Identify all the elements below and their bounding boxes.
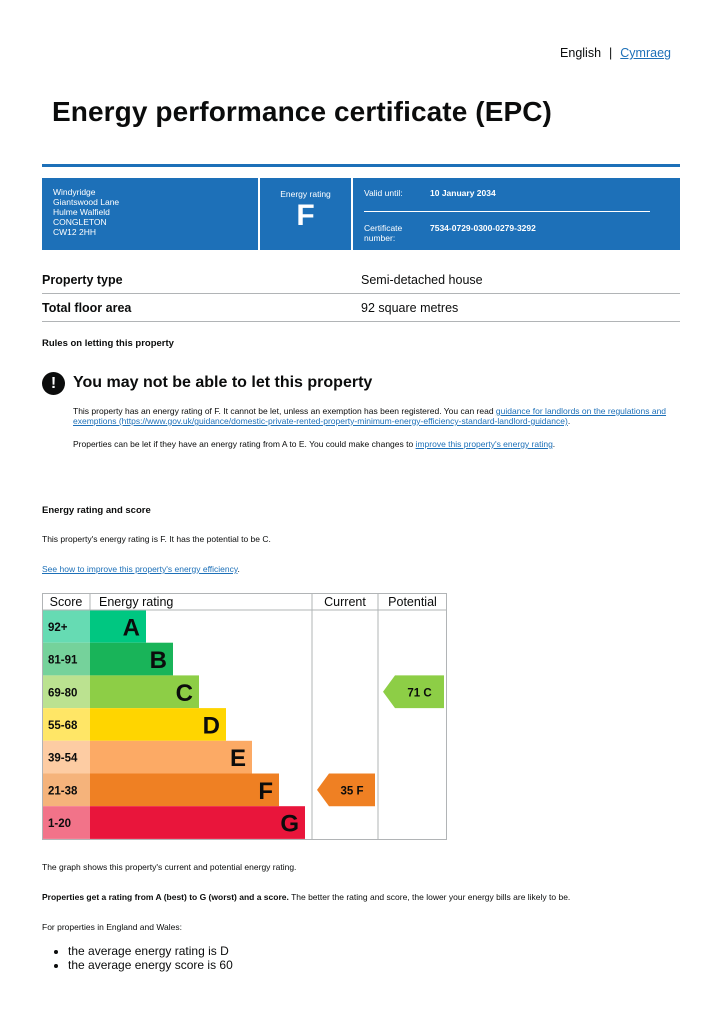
letting-text: This property has an energy rating of F. It cannot be let, unless an exemption has been registered. You can read — [73, 406, 496, 416]
band-score-label: 39-54 — [48, 752, 78, 765]
certificate-label-line: number: — [364, 233, 396, 243]
letting-text-end: . — [552, 439, 556, 449]
energy-rating-panel — [260, 178, 353, 250]
band-bar-g — [90, 806, 305, 839]
rating-explanation-bold: Properties get a rating from A (best) to G (worst) and a score. — [42, 892, 289, 902]
band-letter: C — [175, 679, 193, 707]
graph-caption: The graph shows this property's current and potential energy rating. — [42, 862, 297, 872]
epc-summary-box — [42, 178, 680, 250]
graph-header-0: Score — [49, 595, 83, 609]
certificate-label-line: Certificate — [364, 223, 403, 233]
address-line: Windyridge — [53, 187, 96, 197]
letting-text-end: . — [567, 416, 571, 426]
valid-until-label: Valid until: — [364, 188, 403, 198]
title-divider — [42, 164, 680, 167]
address-line: Hulme Walfield — [53, 207, 110, 217]
page-title: Energy performance certificate (EPC) — [52, 96, 552, 127]
language-current: English — [560, 46, 602, 60]
valid-until-row — [364, 188, 496, 198]
improve-efficiency-paragraph — [42, 564, 240, 574]
band-letter: G — [280, 810, 299, 838]
floor-area-label: Total floor area — [42, 301, 132, 315]
graph-header-2: Current — [324, 595, 366, 609]
letting-text: Properties can be let if they have an energy rating from A to E. You could make changes to — [73, 439, 416, 449]
energy-rating-summary: This property's energy rating is F. It has the potential to be C. — [42, 534, 271, 544]
band-letter: F — [258, 777, 273, 805]
potential-rating-arrow-label: 71 C — [407, 687, 432, 700]
band-bar-f — [90, 774, 279, 807]
landlord-guidance-link[interactable]: guidance for landlords on the regulations and exemptions (https://www.gov.uk/guidance/domestic-private-rented-property-minimum-energy-efficiency-standard-landlord-guidance) — [73, 406, 667, 426]
letting-paragraph-1 — [73, 406, 673, 426]
band-letter: D — [202, 712, 220, 740]
letting-paragraph-2 — [73, 439, 673, 449]
certificate-meta — [353, 178, 680, 250]
band-score-label: 69-80 — [48, 687, 78, 700]
graph-header-1: Energy rating — [99, 595, 174, 609]
band-bar-e — [90, 741, 252, 774]
list-item: • the average energy score is 60 — [68, 958, 233, 972]
property-type-row — [42, 266, 680, 294]
improve-efficiency-link[interactable]: See how to improve this property's energy efficiency — [42, 564, 238, 574]
address-line: CW12 2HH — [53, 227, 96, 237]
property-type-value: Semi-detached house — [361, 273, 483, 287]
band-letter: B — [149, 647, 167, 675]
energy-rating-heading: Energy rating and score — [42, 505, 151, 516]
band-score-label: 81-91 — [48, 654, 78, 667]
certificate-number-value: 7534-0729-0300-0279-3292 — [430, 223, 536, 233]
language-switcher — [560, 46, 671, 60]
improve-text-end: . — [237, 564, 240, 574]
rating-explanation — [42, 892, 682, 902]
energy-rating-label: Energy rating — [280, 189, 331, 199]
energy-rating-letter: F — [296, 199, 315, 232]
certificate-number-label — [364, 223, 430, 243]
language-cymraeg-link[interactable]: Cymraeg — [620, 46, 671, 60]
certificate-number-row — [364, 223, 536, 243]
valid-until-value: 10 January 2034 — [430, 188, 496, 198]
averages-list — [50, 944, 233, 972]
current-rating-arrow-label: 35 F — [340, 785, 364, 798]
property-type-label: Property type — [42, 273, 123, 287]
exclamation-icon: ! — [42, 372, 65, 395]
address-line: CONGLETON — [53, 217, 107, 227]
address-line: Giantswood Lane — [53, 197, 120, 207]
band-score-label: 1-20 — [48, 818, 72, 831]
warning-title: You may not be able to let this property — [73, 374, 373, 391]
epc-graph-svg — [42, 593, 447, 840]
language-separator: | — [609, 46, 613, 60]
england-wales-label: For properties in England and Wales: — [42, 922, 183, 932]
property-address — [42, 178, 260, 250]
band-letter: E — [229, 745, 246, 773]
epc-rating-graph — [42, 593, 447, 840]
graph-header-3: Potential — [388, 595, 437, 609]
band-score-label: 92+ — [48, 621, 68, 634]
list-item: • the average energy rating is D — [68, 944, 233, 958]
meta-divider — [364, 211, 650, 212]
band-score-label: 55-68 — [48, 719, 78, 732]
letting-rules-heading: Rules on letting this property — [42, 338, 174, 349]
improve-rating-link[interactable]: improve this property's energy rating — [415, 439, 553, 449]
floor-area-row — [42, 294, 680, 322]
band-score-label: 21-38 — [48, 785, 78, 798]
rating-explanation-rest: The better the rating and score, the lower your energy bills are likely to be. — [288, 892, 571, 902]
band-letter: A — [122, 614, 140, 642]
floor-area-value: 92 square metres — [361, 301, 459, 315]
